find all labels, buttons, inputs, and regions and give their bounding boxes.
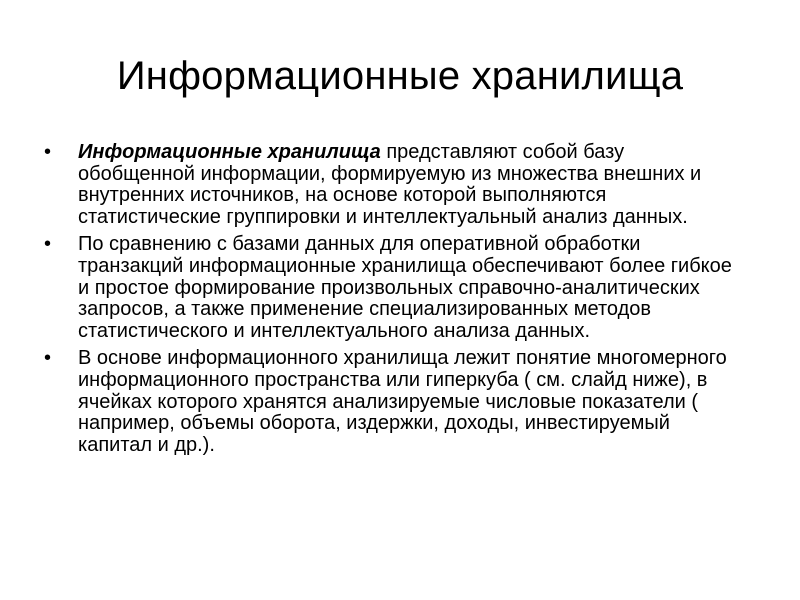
bullet-item	[42, 234, 742, 342]
bullet-text: По сравнению с базами данных для оперативной обработки транзакций информационные хранилища обеспечивают более гибкое и простое формирование произвольных справочно-аналитических запросов, а также применение специализированных методов статистического и интеллектуального анализа данных.	[78, 233, 732, 342]
slide-title: Информационные хранилища	[116, 54, 684, 98]
bullet-list	[42, 142, 742, 462]
bullet-text: В основе информационного хранилища лежит понятие многомерного информационного пространства или гиперкуба ( см. слайд ниже), в ячейках которого хранятся анализируемые числовые показатели ( например, объемы оборота, издержки, доходы, инвестируемый капитал и др.).	[78, 347, 727, 456]
bullet-dot-icon: •	[44, 141, 52, 163]
bullet-dot-icon: •	[44, 233, 52, 256]
bullet-item	[42, 348, 742, 456]
bullet-text: представляют собой базу обобщенной информации, формируемую из множества внешних и внутренних источников, на основе которой выполняются статистические группировки и интеллектуальный анализ данных.	[78, 141, 702, 228]
bullet-item	[42, 142, 742, 228]
bullet-emphasis: Информационные хранилища	[78, 141, 381, 163]
bullet-dot-icon: •	[44, 347, 52, 370]
